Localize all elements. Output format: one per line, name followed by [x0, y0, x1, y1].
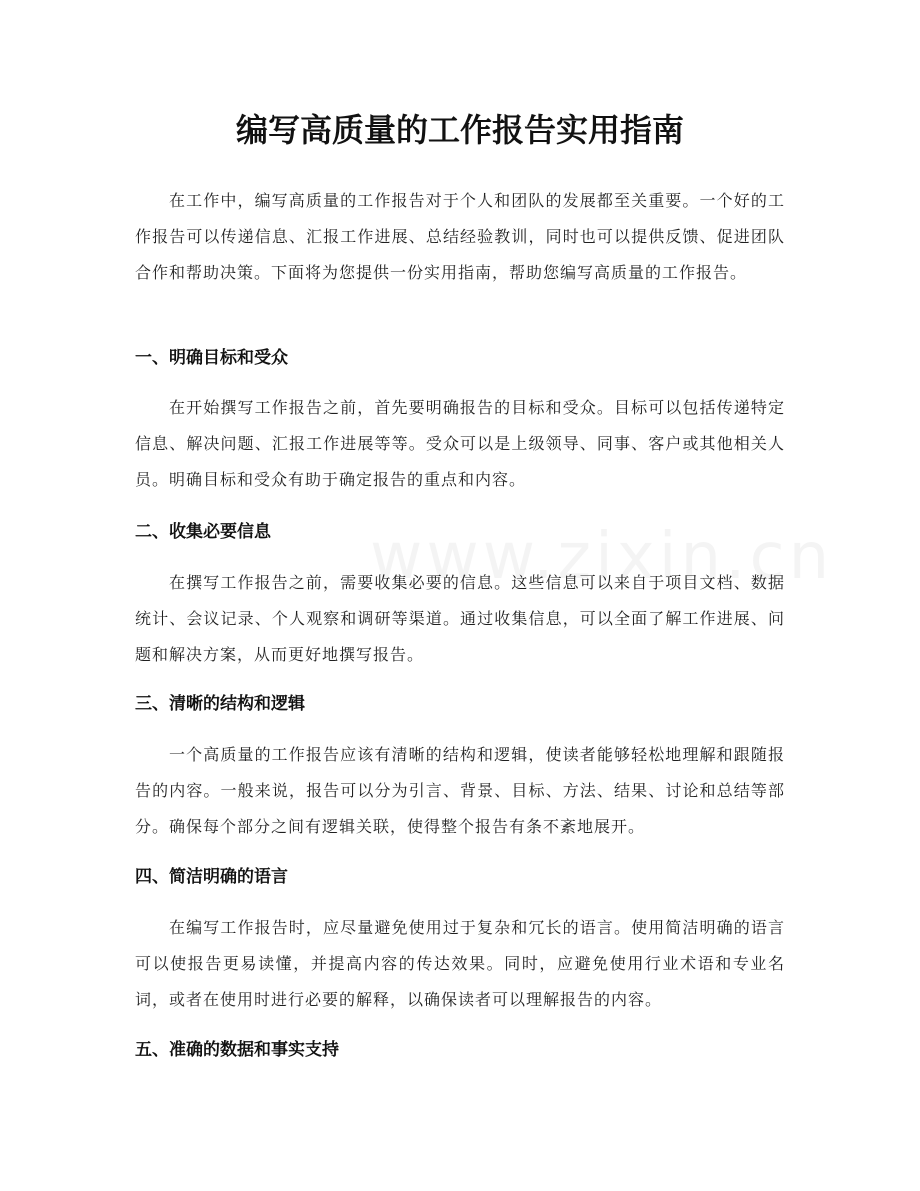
section-body-3: 一个高质量的工作报告应该有清晰的结构和逻辑，使读者能够轻松地理解和跟随报告的内容。一般来说，报告可以分为引言、背景、目标、方法、结果、讨论和总结等部分。确保每个部分之间有逻辑关联，使得整个报告有条不紊地展开。 — [135, 745, 785, 836]
section-body-4: 在编写工作报告时，应尽量避免使用过于复杂和冗长的语言。使用简洁明确的语言可以使报告更易读懂，并提高内容的传达效果。同时，应避免使用行业术语和专业名词，或者在使用时进行必要的解释，以确保读者可以理解报告的内容。 — [135, 918, 785, 1009]
section-heading-4: 四、简洁明确的语言 — [135, 867, 288, 887]
document-title: 编写高质量的工作报告实用指南 — [235, 111, 684, 149]
section-body-1: 在开始撰写工作报告之前，首先要明确报告的目标和受众。目标可以包括传递特定信息、解决问题、汇报工作进展等等。受众可以是上级领导、同事、客户或其他相关人员。明确目标和受众有助于确定报告的重点和内容。 — [135, 398, 785, 489]
section-heading-3: 三、清晰的结构和逻辑 — [135, 694, 305, 714]
intro-paragraph: 在工作中，编写高质量的工作报告对于个人和团队的发展都至关重要。一个好的工作报告可以传递信息、汇报工作进展、总结经验教训，同时也可以提供反馈、促进团队合作和帮助决策。下面将为您提供一份实用指南，帮助您编写高质量的工作报告。 — [135, 191, 785, 282]
section-heading-1: 一、明确目标和受众 — [135, 348, 288, 368]
section-body-2: 在撰写工作报告之前，需要收集必要的信息。这些信息可以来自于项目文档、数据统计、会议记录、个人观察和调研等渠道。通过收集信息，可以全面了解工作进展、问题和解决方案，从而更好地撰写报告。 — [135, 573, 785, 664]
section-heading-2: 二、收集必要信息 — [135, 522, 271, 542]
section-heading-5: 五、准确的数据和事实支持 — [135, 1040, 339, 1060]
